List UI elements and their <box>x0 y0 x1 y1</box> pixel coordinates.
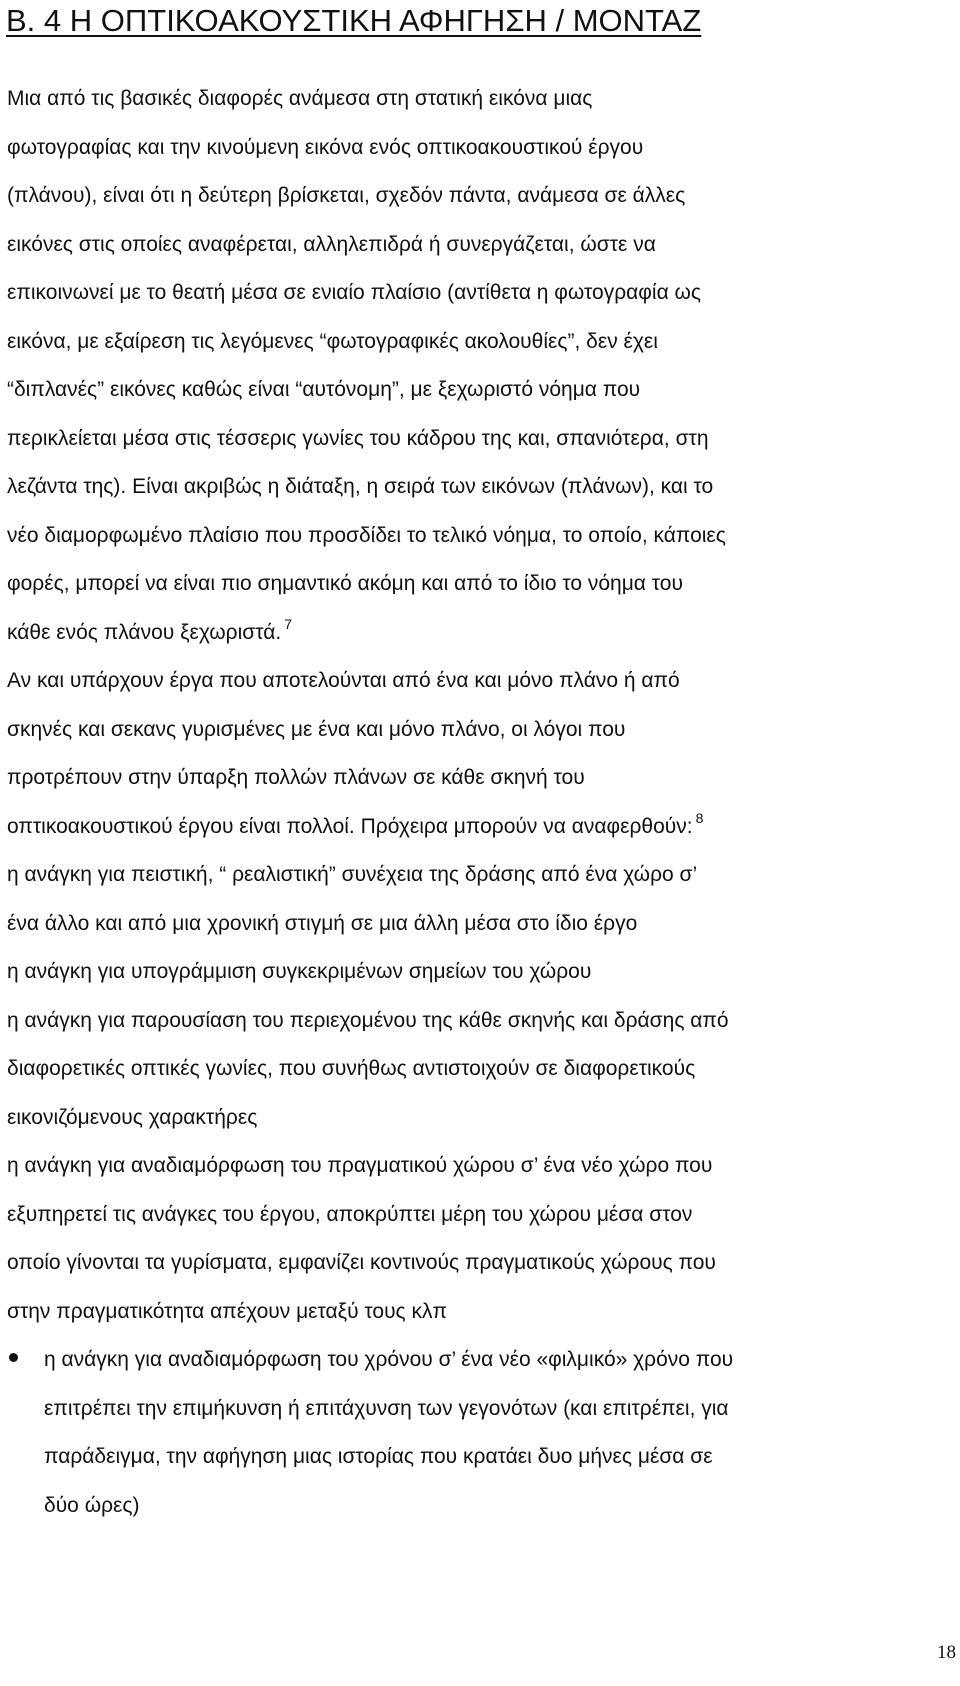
text-line <box>7 807 957 856</box>
text-line: επικοινωνεί με το θεατή μέσα σε ενιαίο πλαίσιο (αντίθετα η φωτογραφία ως <box>7 281 702 304</box>
section-heading: Β. 4 Η ΟΠΤΙΚΟΑΚΟΥΣΤΙΚΗ ΑΦΗΓΗΣΗ / ΜΟΝΤΑΖ <box>6 3 702 38</box>
paragraph-reasons <box>7 661 957 1340</box>
text-line: Μια από τις βασικές διαφορές ανάμεσα στη στατική εικόνα μιας <box>7 87 593 110</box>
text-line: η ανάγκη για αναδιαμόρφωση του πραγματικού χώρου σ’ ένα νέο χώρο που <box>7 1154 713 1177</box>
text-line: η ανάγκη για υπογράμμιση συγκεκριμένων σημείων του χώρου <box>7 960 592 983</box>
text-line: περικλείεται μέσα στις τέσσερις γωνίες του κάδρου της και, σπανιότερα, στη <box>7 426 709 450</box>
bullet-item <box>7 1340 957 1540</box>
text-line: Αν και υπάρχουν έργα που αποτελούνται από ένα και μόνο πλάνο ή από <box>7 669 680 692</box>
bullet-dot-icon <box>9 1353 18 1362</box>
text-line: προτρέπουν στην ύπαρξη πολλών πλάνων σε κάθε σκηνή του <box>7 766 585 789</box>
text-line: παράδειγμα, την αφήγηση μιας ιστορίας που κρατάει δυο μήνες μέσα σε <box>44 1445 713 1468</box>
text-line: “διπλανές” εικόνες καθώς είναι “αυτόνομη”, με ξεχωριστό νόημα που <box>7 378 641 401</box>
text-line: φωτογραφίας και την κινούμενη εικόνα ενός οπτικοακουστικού έργου <box>7 135 644 159</box>
text-line: (πλάνου), είναι ότι η δεύτερη βρίσκεται, σχεδόν πάντα, ανάμεσα σε άλλες <box>7 184 686 207</box>
text-line: οποίο γίνονται τα γυρίσματα, εμφανίζει κοντινούς πραγματικούς χώρους που <box>7 1251 716 1274</box>
text-line: λεζάντα της). Είναι ακριβώς η διάταξη, η σειρά των εικόνων (πλάνων), και το <box>7 475 714 498</box>
text-line: η ανάγκη για παρουσίαση του περιεχομένου της κάθε σκηνής και δράσης από <box>7 1008 729 1032</box>
text-line: η ανάγκη για πειστική, “ ρεαλιστική” συνέχεια της δράσης από ένα χώρο σ’ <box>7 863 698 886</box>
text-line-content: κάθε ενός πλάνου ξεχωριστά. <box>7 620 282 644</box>
text-line: εικόνες στις οποίες αναφέρεται, αλληλεπιδρά ή συνεργάζεται, ώστε να <box>7 232 656 256</box>
text-line: εξυπηρετεί τις ανάγκες του έργου, αποκρύπτει μέρη του χώρου μέσα στον <box>7 1202 693 1226</box>
page-number: 18 <box>937 1642 956 1663</box>
text-line: σκηνές και σεκανς γυρισμένες με ένα και μόνο πλάνο, οι λόγοι που <box>7 717 626 741</box>
text-line: δύο ώρες) <box>44 1493 140 1517</box>
text-line: στην πραγματικότητα απέχουν μεταξύ τους κλπ <box>7 1299 447 1323</box>
text-line: διαφορετικές οπτικές γωνίες, που συνήθως αντιστοιχούν σε διαφορετικούς <box>7 1057 696 1080</box>
footnote-ref: 8 <box>695 809 704 826</box>
text-line: εικόνα, με εξαίρεση τις λεγόμενες “φωτογραφικές ακολουθίες”, δεν έχει <box>7 329 658 353</box>
text-line: νέο διαμορφωμένο πλαίσιο που προσδίδει το τελικό νόημα, το οποίο, κάποιες <box>7 523 726 547</box>
text-line: ένα άλλο και από μια χρονική στιγμή σε μια άλλη μέσα στο ίδιο έργο <box>7 911 638 935</box>
text-line: φορές, μπορεί να είναι πιο σημαντικό ακόμη και από το ίδιο το νόημα του <box>7 572 683 595</box>
text-line: η ανάγκη για αναδιαμόρφωση του χρόνου σ’ ένα νέο «φιλμικό» χρόνο που <box>44 1348 734 1371</box>
bullet-text <box>44 1340 733 1534</box>
text-line-content: οπτικοακουστικού έργου είναι πολλοί. Πρόχειρα μπορούν να αναφερθούν: <box>7 814 693 838</box>
text-line: επιτρέπει την επιμήκυνση ή επιτάχυνση των γεγονότων (και επιτρέπει, για <box>44 1396 729 1420</box>
paragraph-intro <box>7 79 957 661</box>
text-line: εικονιζόμενους χαρακτήρες <box>7 1105 258 1129</box>
footnote-ref: 7 <box>284 615 293 632</box>
text-line <box>7 613 957 662</box>
